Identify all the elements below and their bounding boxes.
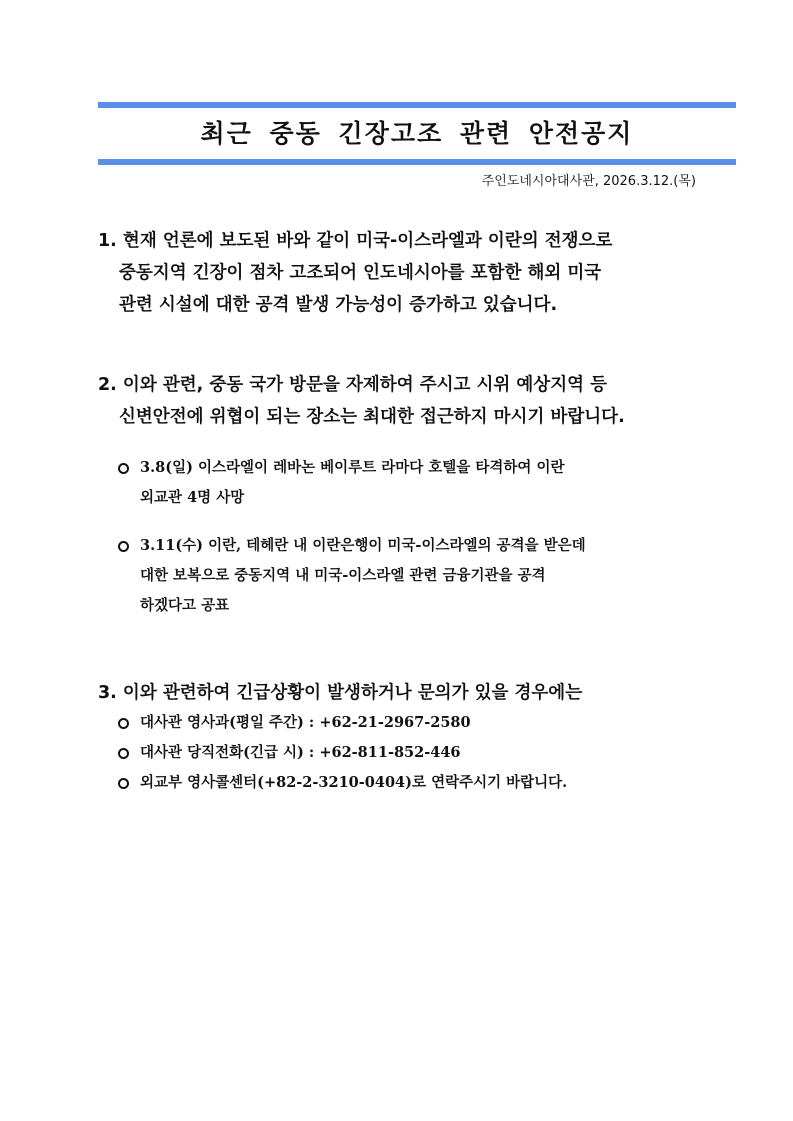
title-top-rule — [98, 102, 736, 108]
circle-bullet-icon — [118, 718, 129, 729]
section-2 — [98, 369, 708, 433]
bullet-line: 대한 보복으로 중동지역 내 미국-이스라엘 관련 금융기관을 공격 — [140, 567, 546, 584]
contact-text: 대사관 당직전화(긴급 시) : +62-811-852-446 — [140, 744, 461, 761]
contact-item-duty-phone — [116, 738, 706, 768]
sender-and-date: 주인도네시아대사관, 2026.3.12.(목) — [481, 174, 696, 189]
bullet-line: 3.8(일) 이스라엘이 레바논 베이루트 라마다 호텔을 타격하여 이란 — [140, 459, 565, 476]
bullet-line: 3.11(수) 이란, 테헤란 내 이란은행이 미국-이스라엘의 공격을 받은데 — [140, 537, 586, 554]
contact-list — [116, 708, 706, 798]
contact-item-call-center — [116, 768, 706, 798]
circle-bullet-icon — [118, 541, 129, 552]
title-bottom-rule — [98, 159, 736, 165]
bullet-line: 외교관 4명 사망 — [140, 489, 245, 506]
bullet-item-incident-1 — [116, 453, 706, 513]
list-item — [116, 531, 706, 621]
circle-bullet-icon — [118, 748, 129, 759]
section-1-line: 1. 현재 언론에 보도된 바와 같이 미국-이스라엘과 이란의 전쟁으로 — [98, 231, 613, 251]
bullet-line: 하겠다고 공표 — [140, 597, 230, 614]
section-1-line: 중동지역 긴장이 점차 고조되어 인도네시아를 포함한 해외 미국 — [119, 263, 602, 283]
section-2-line: 신변안전에 위협이 되는 장소는 최대한 접근하지 마시기 바랍니다. — [119, 407, 625, 427]
circle-bullet-icon — [118, 463, 129, 474]
contact-item-consular — [116, 708, 706, 738]
section-1 — [98, 225, 708, 321]
section-3-line: 3. 이와 관련하여 긴급상황이 발생하거나 문의가 있을 경우에는 — [98, 683, 583, 703]
document-title: 최근 중동 긴장고조 관련 안전공지 — [200, 119, 634, 148]
title-block — [98, 102, 736, 166]
section-1-line: 관련 시설에 대한 공격 발생 가능성이 증가하고 있습니다. — [119, 295, 558, 315]
circle-bullet-icon — [118, 778, 129, 789]
contact-text: 외교부 영사콜센터(+82-2-3210-0404)로 연락주시기 바랍니다. — [140, 774, 568, 791]
section-3 — [98, 677, 708, 709]
contact-text: 대사관 영사과(평일 주간) : +62-21-2967-2580 — [140, 714, 471, 731]
section-2-line: 2. 이와 관련, 중동 국가 방문을 자제하여 주시고 시위 예상지역 등 — [98, 375, 608, 395]
list-item — [116, 453, 706, 513]
bullet-item-incident-2 — [116, 531, 706, 621]
